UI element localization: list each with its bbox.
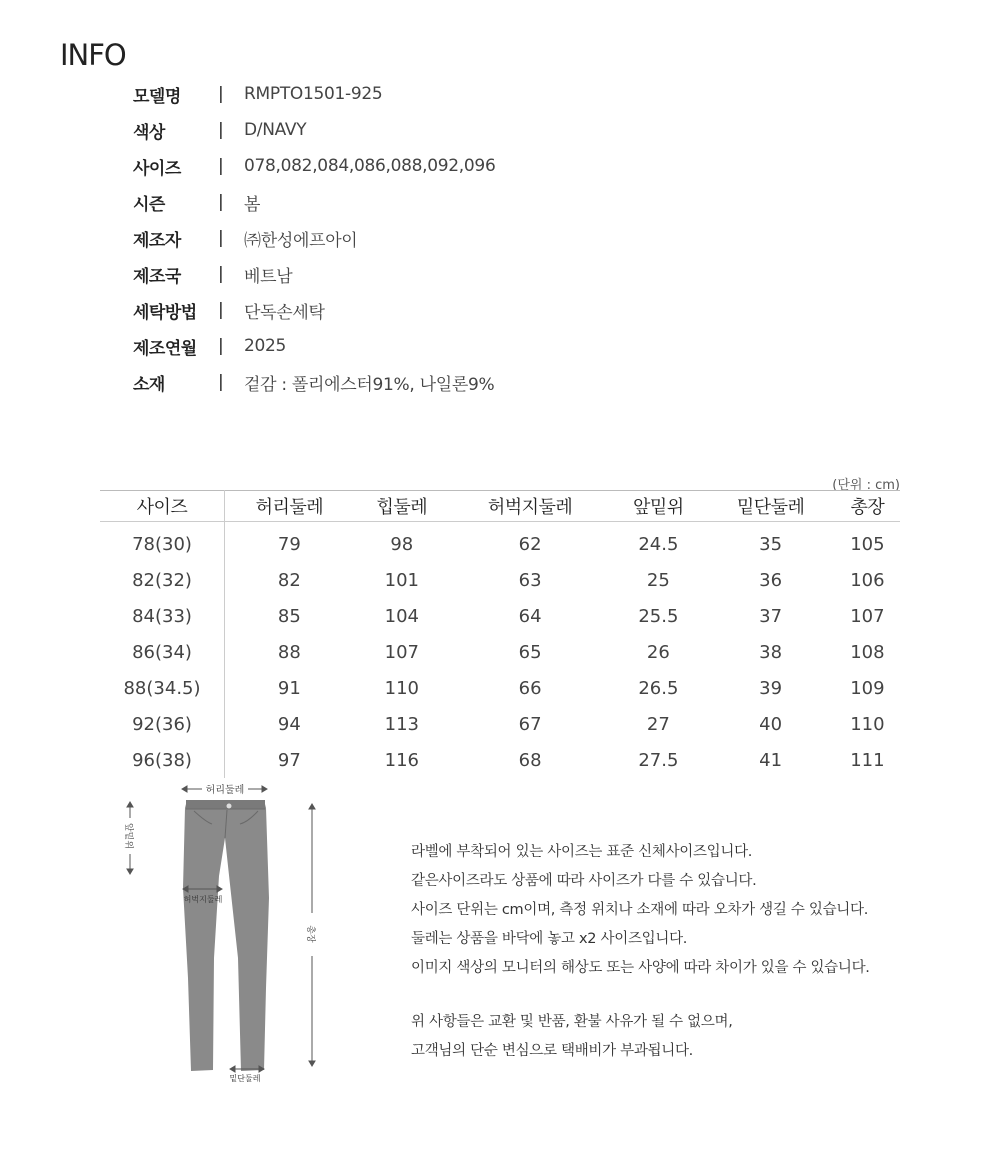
table-cell: 84(33)	[100, 598, 225, 634]
column-header: 힙둘레	[354, 491, 450, 522]
column-header: 총장	[835, 491, 900, 522]
table-cell: 62	[518, 533, 542, 555]
info-label: 사이즈	[133, 158, 181, 179]
table-cell: 111	[850, 749, 885, 771]
table-cell: 105	[850, 533, 885, 555]
table-cell: 106	[850, 569, 885, 591]
table-cell: 101	[384, 569, 419, 591]
info-row-country	[133, 256, 495, 292]
note-line: 위 사항들은 교환 및 반품, 환불 사유가 될 수 없으며,	[411, 1014, 733, 1030]
unit-note: (단위 : cm)	[832, 478, 900, 493]
separator: |	[218, 120, 224, 140]
waistband	[186, 800, 265, 809]
table-cell: 97	[277, 749, 301, 771]
table-cell: 107	[384, 641, 419, 663]
table-cell: 109	[850, 677, 885, 699]
table-cell: 88	[277, 641, 301, 663]
info-row-manufacturer	[133, 220, 495, 256]
note-line: 사이즈 단위는 cm이며, 측정 위치나 소재에 따라 오차가 생길 수 있습니다.	[411, 902, 869, 918]
info-value: 2025	[244, 336, 287, 356]
info-label: 세탁방법	[133, 302, 197, 323]
separator: |	[218, 336, 224, 356]
separator: |	[218, 156, 224, 176]
table-cell: 94	[277, 713, 301, 735]
pants-illustration	[183, 800, 269, 1071]
table-cell: 86(34)	[100, 634, 225, 670]
info-label: 소재	[133, 374, 165, 395]
table-cell: 110	[850, 713, 885, 735]
table-cell: 91	[277, 677, 301, 699]
size-notes	[411, 838, 870, 1066]
table-cell: 82(32)	[100, 562, 225, 598]
table-row	[100, 706, 900, 742]
column-header: 앞밑위	[610, 491, 706, 522]
table-cell: 26	[646, 641, 670, 663]
table-cell: 38	[759, 641, 783, 663]
table-cell: 25	[646, 569, 670, 591]
info-value: ㈜한성에프아이	[244, 230, 358, 251]
info-value: D/NAVY	[244, 120, 307, 140]
separator: |	[218, 84, 224, 104]
table-cell: 27	[646, 713, 670, 735]
table-cell: 40	[759, 713, 783, 735]
table-row	[100, 598, 900, 634]
info-row-color	[133, 112, 495, 148]
separator: |	[218, 372, 224, 392]
table-cell: 96(38)	[100, 742, 225, 778]
info-label: 제조연월	[133, 338, 197, 359]
rise-label: 앞밑위	[123, 822, 133, 850]
table-cell: 39	[759, 677, 783, 699]
thigh-label: 허벅지둘레	[183, 895, 223, 904]
table-cell: 82	[277, 569, 301, 591]
table-cell: 63	[518, 569, 542, 591]
table-cell: 110	[384, 677, 419, 699]
length-label: 총장	[305, 925, 315, 943]
info-value: 겉감 : 폴리에스터91%, 나일론9%	[244, 374, 495, 395]
info-row-washing	[133, 292, 495, 328]
size-table	[100, 490, 900, 778]
info-title: INFO	[60, 38, 126, 72]
column-header: 허리둘레	[225, 491, 354, 522]
table-cell: 78(30)	[100, 522, 225, 563]
separator: |	[218, 264, 224, 284]
table-cell: 35	[759, 533, 783, 555]
info-row-model	[133, 76, 495, 112]
table-cell: 65	[518, 641, 542, 663]
separator: |	[218, 228, 224, 248]
note-line: 고객님의 단순 변심으로 택배비가 부과됩니다.	[411, 1043, 693, 1059]
waist-label: 허리둘레	[205, 785, 245, 796]
info-label: 시즌	[133, 194, 165, 215]
table-cell: 98	[390, 533, 414, 555]
info-value: 봄	[244, 194, 261, 215]
note-line: 둘레는 상품을 바닥에 놓고 x2 사이즈입니다.	[411, 931, 688, 947]
column-header: 허벅지둘레	[450, 491, 610, 522]
table-cell: 67	[518, 713, 542, 735]
table-cell: 41	[759, 749, 783, 771]
table-cell: 25.5	[638, 605, 679, 627]
info-row-size	[133, 148, 495, 184]
pants-body	[183, 800, 269, 1071]
info-row-material	[133, 364, 495, 400]
note-line: 라벨에 부착되어 있는 사이즈는 표준 신체사이즈입니다.	[411, 844, 753, 860]
separator: |	[218, 300, 224, 320]
hem-label: 밑단둘레	[229, 1074, 261, 1083]
pants-measurement-diagram	[110, 778, 350, 1098]
table-cell: 92(36)	[100, 706, 225, 742]
table-cell: 64	[518, 605, 542, 627]
waist-button	[227, 804, 232, 809]
info-row-date	[133, 328, 495, 364]
table-header-row	[100, 491, 900, 522]
table-cell: 108	[850, 641, 885, 663]
info-row-season	[133, 184, 495, 220]
info-value: 단독손세탁	[244, 302, 325, 323]
table-row	[100, 742, 900, 778]
info-value: 078,082,084,086,088,092,096	[244, 156, 496, 176]
info-label: 제조국	[133, 266, 181, 287]
info-label: 색상	[133, 122, 165, 143]
table-cell: 79	[277, 533, 301, 555]
note-line: 이미지 색상의 모니터의 해상도 또는 사양에 따라 차이가 있을 수 있습니다.	[411, 960, 870, 976]
column-header: 밑단둘레	[706, 491, 834, 522]
table-cell: 26.5	[638, 677, 679, 699]
table-cell: 107	[850, 605, 885, 627]
product-info-list	[133, 76, 495, 400]
table-cell: 68	[518, 749, 542, 771]
info-label: 모델명	[133, 86, 181, 107]
table-cell: 36	[759, 569, 783, 591]
info-value: RMPTO1501-925	[244, 84, 383, 104]
table-cell: 85	[277, 605, 301, 627]
table-row	[100, 522, 900, 563]
table-cell: 66	[518, 677, 542, 699]
table-cell: 37	[759, 605, 783, 627]
table-row	[100, 670, 900, 706]
table-cell: 24.5	[638, 533, 679, 555]
note-line: 같은사이즈라도 상품에 따라 사이즈가 다를 수 있습니다.	[411, 873, 757, 889]
column-header: 사이즈	[100, 491, 225, 522]
table-row	[100, 562, 900, 598]
table-row	[100, 634, 900, 670]
table-cell: 104	[384, 605, 419, 627]
info-label: 제조자	[133, 230, 181, 251]
separator: |	[218, 192, 224, 212]
table-cell: 88(34.5)	[100, 670, 225, 706]
table-cell: 27.5	[638, 749, 679, 771]
info-value: 베트남	[244, 266, 293, 287]
table-cell: 116	[384, 749, 419, 771]
table-cell: 113	[384, 713, 419, 735]
